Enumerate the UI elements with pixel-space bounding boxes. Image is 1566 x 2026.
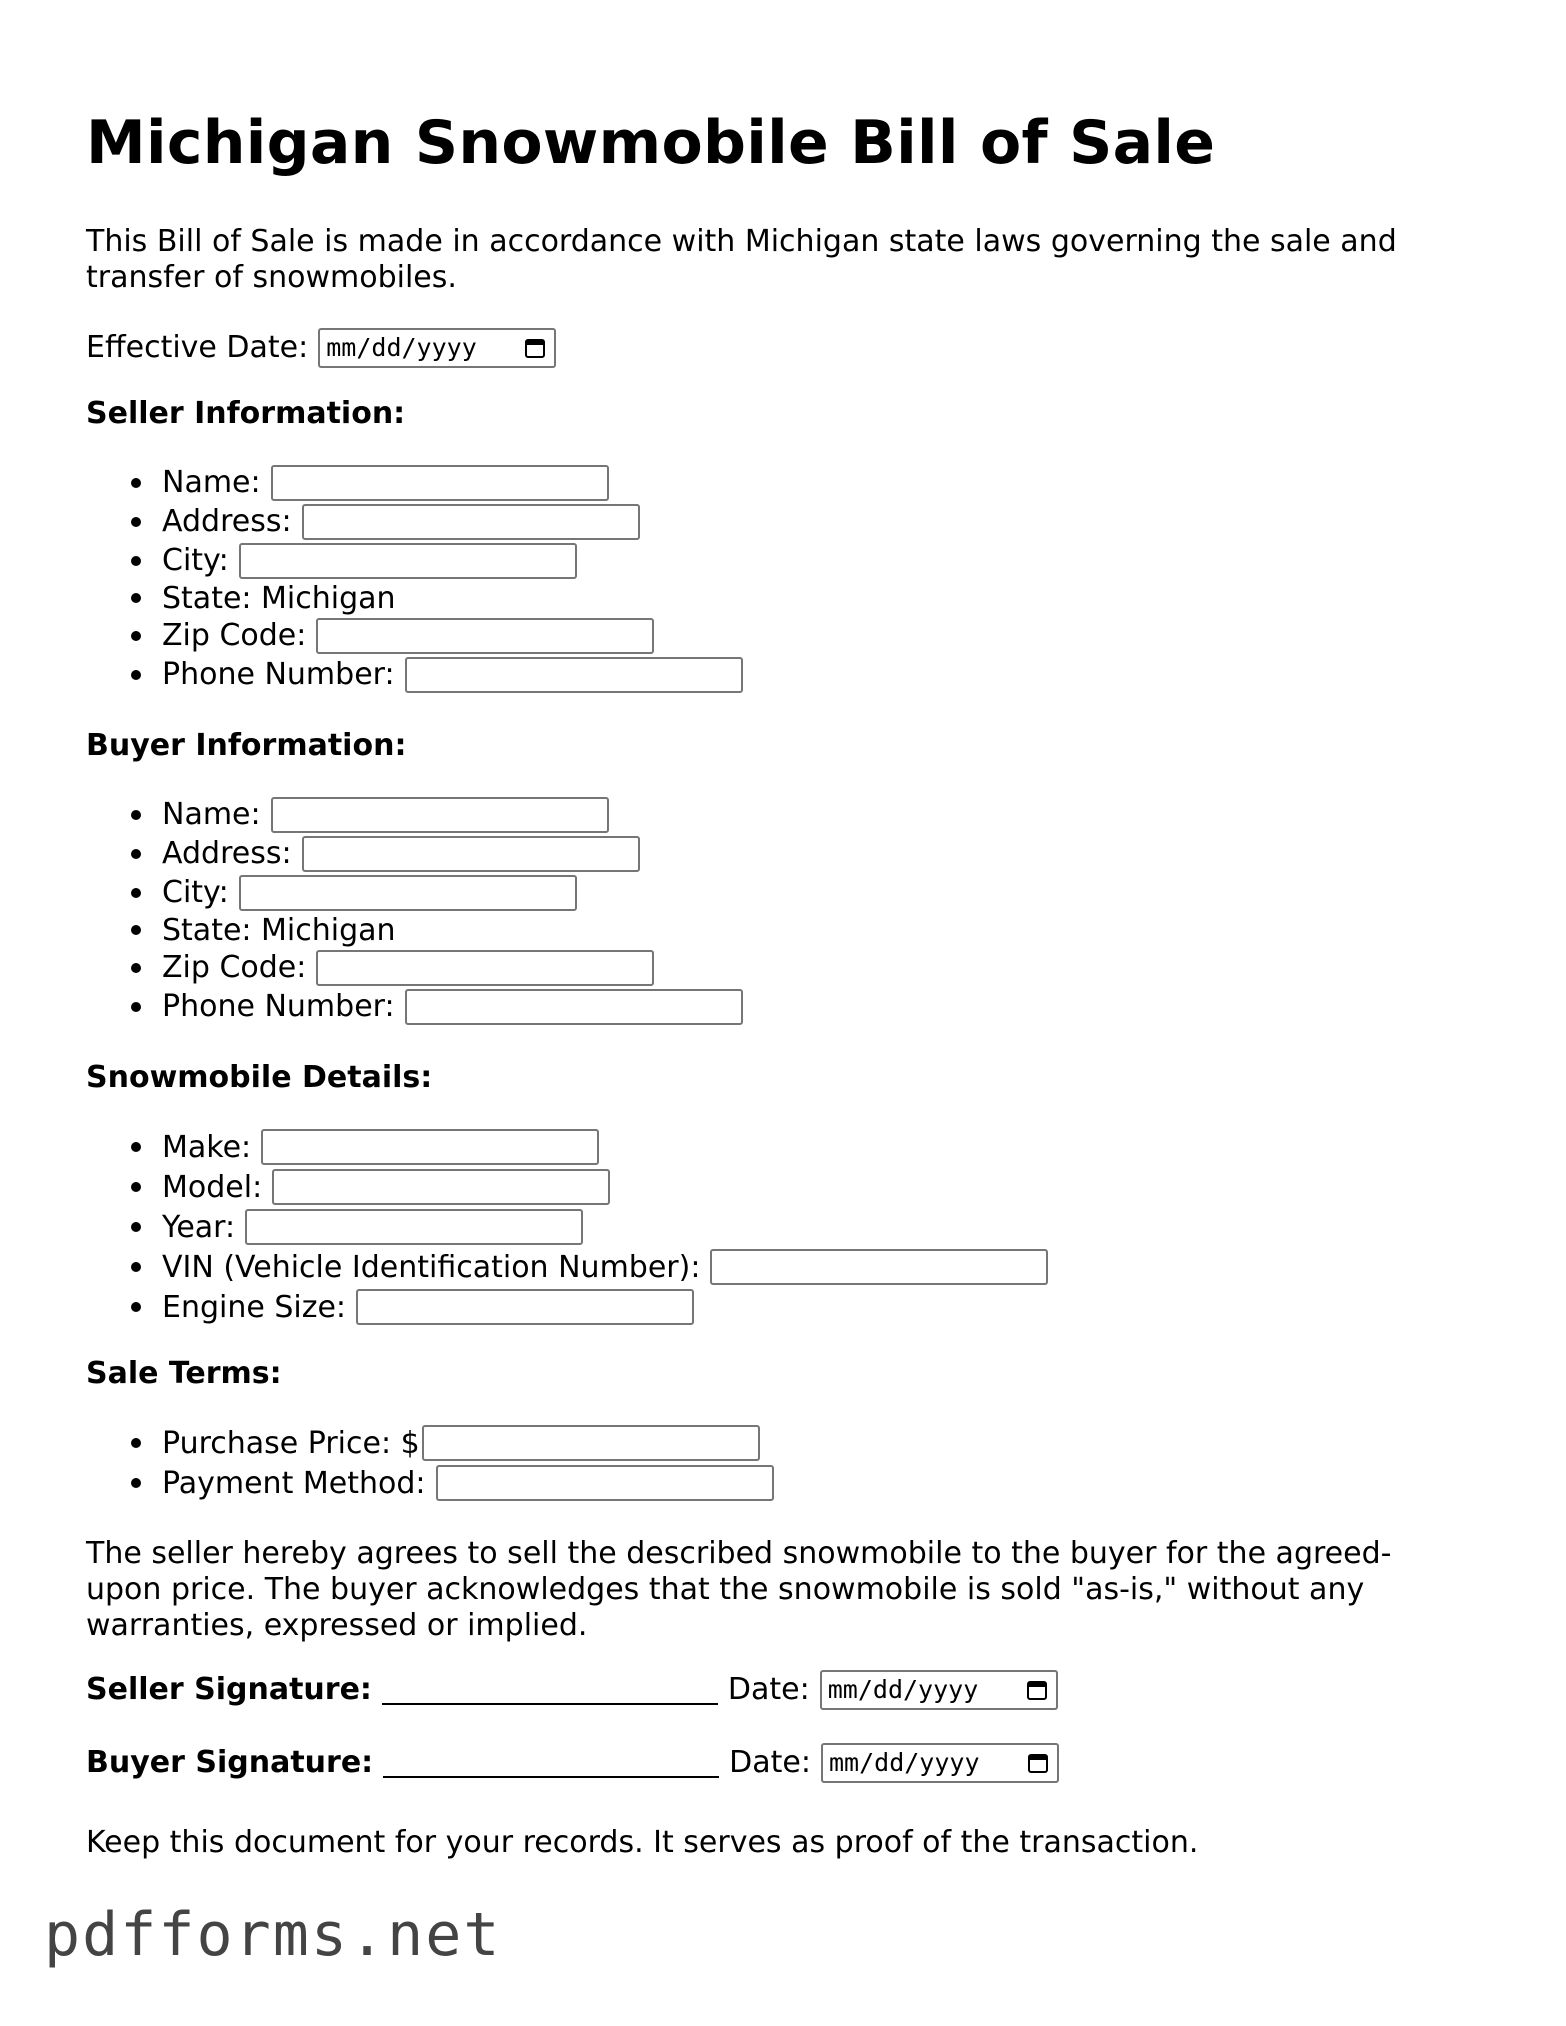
model-input[interactable] <box>272 1169 610 1205</box>
year-item <box>86 1207 1048 1247</box>
footer-note: Keep this document for your records. It serves as proof of the transaction. <box>86 1825 1199 1860</box>
buyer-fields <box>86 795 743 1026</box>
seller-name-item <box>86 463 743 502</box>
seller-address-label: Address: <box>162 504 292 539</box>
buyer-date-label: Date: <box>729 1745 811 1780</box>
seller-date-input[interactable] <box>820 1670 1058 1710</box>
buyer-city-label: City: <box>162 875 229 910</box>
year-label: Year: <box>162 1209 236 1245</box>
purchase-price-input[interactable] <box>422 1425 760 1461</box>
buyer-city-input[interactable] <box>239 875 577 911</box>
buyer-name-label: Name: <box>162 797 261 832</box>
agreement-paragraph: The seller hereby agrees to sell the described snowmobile to the buyer for the agreed-upon price. The buyer acknowledges that the snowmobile is sold "as-is," without any warranties, expressed or implied. <box>86 1536 1392 1643</box>
seller-city-label: City: <box>162 543 229 578</box>
page-title: Michigan Snowmobile Bill of Sale <box>86 108 1216 178</box>
engine-size-item <box>86 1287 1048 1327</box>
snowmobile-fields <box>86 1127 1048 1327</box>
seller-date-label: Date: <box>727 1672 810 1707</box>
make-item <box>86 1127 1048 1167</box>
seller-zip-label: Zip Code: <box>162 618 307 653</box>
seller-date-placeholder: mm/dd/yyyy <box>827 1675 979 1704</box>
calendar-icon[interactable] <box>1026 1679 1048 1701</box>
make-label: Make: <box>162 1129 252 1165</box>
engine-size-label: Engine Size: <box>162 1289 347 1325</box>
seller-state-text: State: Michigan <box>162 580 396 616</box>
seller-heading: Seller Information: <box>86 396 406 431</box>
buyer-zip-label: Zip Code: <box>162 950 307 985</box>
year-input[interactable] <box>245 1209 583 1245</box>
buyer-date-input[interactable] <box>821 1743 1059 1783</box>
seller-address-input[interactable] <box>302 504 640 540</box>
buyer-signature-line[interactable] <box>383 1748 719 1778</box>
seller-signature-label: Seller Signature: <box>86 1672 372 1707</box>
watermark-logo: pdfforms.net <box>44 1900 502 1970</box>
payment-method-input[interactable] <box>436 1465 774 1501</box>
seller-name-label: Name: <box>162 465 261 500</box>
buyer-state-text: State: Michigan <box>162 912 396 948</box>
seller-address-item <box>86 502 743 541</box>
vin-label: VIN (Vehicle Identification Number): <box>162 1249 701 1285</box>
make-input[interactable] <box>261 1129 599 1165</box>
payment-method-item <box>86 1463 774 1503</box>
engine-size-input[interactable] <box>356 1289 694 1325</box>
seller-signature-line[interactable] <box>382 1675 718 1705</box>
calendar-icon[interactable] <box>524 337 546 359</box>
purchase-price-label: Purchase Price: $ <box>162 1425 420 1461</box>
intro-paragraph: This Bill of Sale is made in accordance with Michigan state laws governing the sale and transfer of snowmobiles. <box>86 224 1397 295</box>
seller-fields <box>86 463 743 694</box>
buyer-state-item <box>86 912 743 948</box>
purchase-price-item <box>86 1423 774 1463</box>
seller-city-item <box>86 541 743 580</box>
buyer-city-item <box>86 873 743 912</box>
buyer-name-input[interactable] <box>271 797 609 833</box>
seller-phone-item <box>86 655 743 694</box>
payment-method-label: Payment Method: <box>162 1465 426 1501</box>
model-label: Model: <box>162 1169 263 1205</box>
seller-signature-row <box>86 1670 1058 1710</box>
buyer-signature-row <box>86 1743 1059 1783</box>
seller-phone-label: Phone Number: <box>162 657 395 692</box>
buyer-zip-item <box>86 948 743 987</box>
buyer-zip-input[interactable] <box>316 950 654 986</box>
seller-zip-item <box>86 616 743 655</box>
seller-city-input[interactable] <box>239 543 577 579</box>
seller-state-item <box>86 580 743 616</box>
buyer-phone-input[interactable] <box>405 989 743 1025</box>
buyer-address-label: Address: <box>162 836 292 871</box>
vin-input[interactable] <box>710 1249 1048 1285</box>
model-item <box>86 1167 1048 1207</box>
sale-terms-heading: Sale Terms: <box>86 1356 282 1391</box>
effective-date-placeholder: mm/dd/yyyy <box>326 333 477 362</box>
buyer-address-item <box>86 834 743 873</box>
seller-phone-input[interactable] <box>405 657 743 693</box>
buyer-phone-item <box>86 987 743 1026</box>
buyer-address-input[interactable] <box>302 836 640 872</box>
calendar-icon[interactable] <box>1027 1752 1049 1774</box>
snowmobile-heading: Snowmobile Details: <box>86 1060 433 1095</box>
effective-date-label: Effective Date: <box>86 330 309 365</box>
seller-zip-input[interactable] <box>316 618 654 654</box>
buyer-heading: Buyer Information: <box>86 728 407 763</box>
sale-terms-fields <box>86 1423 774 1503</box>
seller-name-input[interactable] <box>271 465 609 501</box>
buyer-date-placeholder: mm/dd/yyyy <box>828 1748 980 1777</box>
buyer-name-item <box>86 795 743 834</box>
effective-date-row <box>86 328 556 368</box>
vin-item <box>86 1247 1048 1287</box>
effective-date-input[interactable] <box>318 328 556 368</box>
buyer-signature-label: Buyer Signature: <box>86 1745 374 1780</box>
buyer-phone-label: Phone Number: <box>162 989 395 1024</box>
